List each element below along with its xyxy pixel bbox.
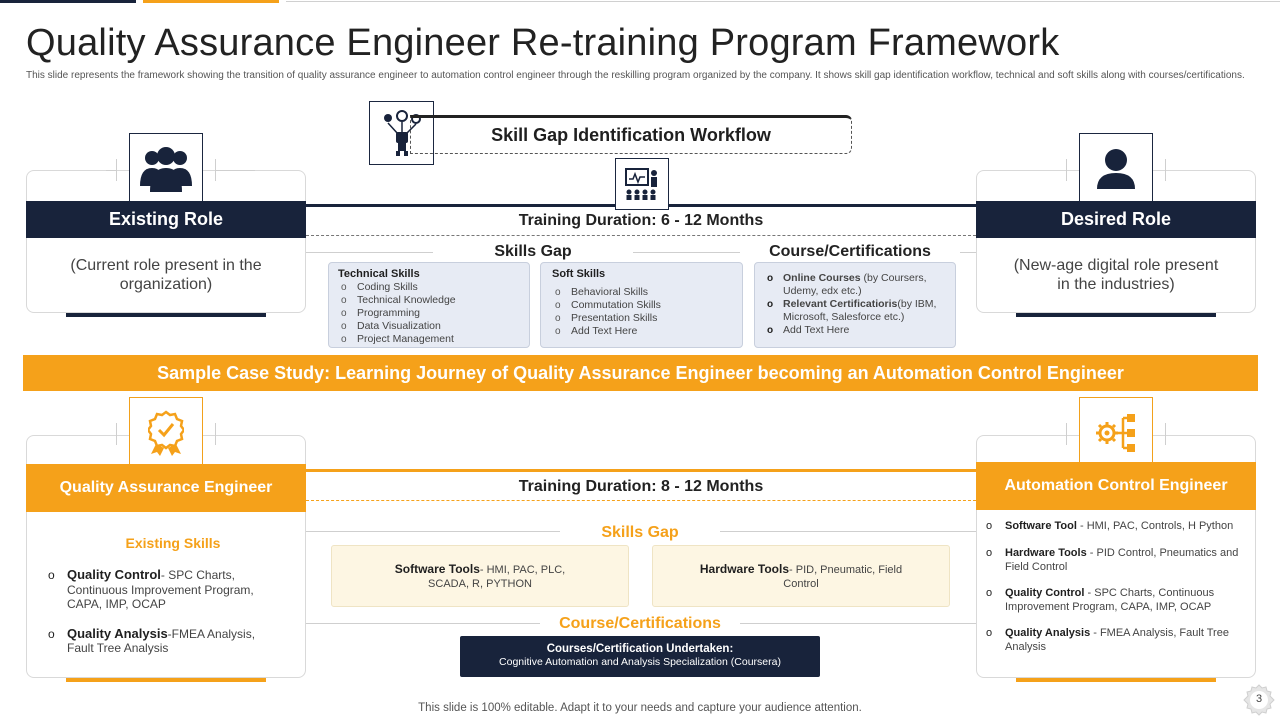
- list-item: o Presentation Skills: [552, 312, 733, 325]
- list-item: o Technical Knowledge: [338, 294, 520, 307]
- workflow-title-box: [410, 115, 852, 154]
- courses-heading-top: Course/Certifications: [740, 243, 960, 261]
- training-icon-box: [615, 158, 669, 210]
- list-item: o Behavioral Skills: [552, 286, 733, 299]
- skill-bold: Quality Control: [1005, 587, 1085, 599]
- top-accent-navy: [0, 0, 136, 3]
- qa-icon-box: [129, 397, 203, 469]
- list-item: [48, 627, 270, 656]
- desired-role-underbar: [1016, 313, 1216, 317]
- person-icon: [1094, 147, 1138, 191]
- footer-note: This slide is 100% editable. Adapt it to your needs and capture your audience attention.: [418, 702, 862, 714]
- skill-text: - FMEA Analysis, Fault Tree Analysis: [1005, 627, 1229, 653]
- skill-text: -FMEA Analysis, Fault Tree Analysis: [67, 626, 256, 655]
- cert-text: (by IBM, Microsoft, Salesforce etc.): [783, 298, 937, 323]
- software-tools-bold: Software Tools: [394, 561, 480, 576]
- workflow-dash-line: [306, 235, 976, 236]
- case-orange-line: [306, 469, 976, 472]
- training-duration-bottom: Training Duration: 8 - 12 Months: [518, 478, 764, 495]
- cert-bold: Relevant Certificatioris: [783, 298, 898, 310]
- desired-role-description: (New-age digital role present in the industries): [1013, 257, 1219, 293]
- desired-role-label: Desired Role: [1060, 209, 1172, 229]
- courses-heading-bottom: Course/Certifications: [540, 615, 740, 633]
- technical-skills-box: [328, 262, 530, 348]
- connector-tick: [116, 159, 117, 181]
- presentation-board-icon: [624, 167, 660, 201]
- skills-gap-heading-bottom: Skills Gap: [560, 524, 720, 542]
- page-title: Quality Assurance Engineer Re-training Program Framework: [26, 22, 1060, 64]
- connector-tick: [116, 423, 117, 445]
- qa-underbar: [66, 678, 266, 682]
- skill-text: - SPC Charts, Continuous Improvement Program, CAPA, IMP, OCAP: [1005, 587, 1215, 613]
- skill-bold: Software Tool: [1005, 520, 1077, 532]
- skill-bold: Quality Analysis: [1005, 627, 1091, 639]
- training-duration-top: Training Duration: 6 - 12 Months: [518, 212, 764, 229]
- page-subtitle: This slide represents the framework showing the transition of quality assurance engineer to automation control engineer through the reskilling program organized by the company. It shows skill gap identification workflow, technical and soft skills along with courses/certifications.: [26, 70, 1245, 81]
- existing-role-icon-box: [129, 133, 203, 205]
- course-undertaken-heading: Courses/Certification Undertaken:: [546, 643, 734, 655]
- list-item: [48, 568, 270, 612]
- connector-line: [215, 170, 255, 171]
- soft-skills-box: [540, 262, 743, 348]
- connector-tick: [1066, 423, 1067, 445]
- list-item: o Add Text Here: [552, 325, 733, 338]
- page-number: 3: [1255, 693, 1263, 705]
- existing-skills-heading: Existing Skills: [125, 535, 221, 551]
- hardware-tools-content: [696, 562, 906, 591]
- list-item: o Coding Skills: [338, 281, 520, 294]
- ace-skills-list: [986, 519, 1248, 654]
- connector-tick: [215, 423, 216, 445]
- list-item: o Project Management: [338, 333, 520, 346]
- top-accent-orange: [143, 0, 279, 3]
- skill-text: - PID Control, Pneumatics and Field Control: [1005, 547, 1239, 573]
- people-group-icon: [140, 146, 192, 192]
- list-item: [764, 324, 946, 337]
- course-undertaken-text: Cognitive Automation and Analysis Specialization (Coursera): [499, 656, 781, 668]
- hardware-tools-text: - PID, Pneumatic, Field Control: [783, 563, 903, 590]
- hardware-tools-bold: Hardware Tools: [699, 561, 790, 576]
- soft-skills-heading: Soft Skills: [552, 268, 606, 280]
- connector-tick: [1165, 423, 1166, 445]
- desired-role-icon-box: [1079, 133, 1153, 205]
- cert-text: Add Text Here: [783, 324, 850, 336]
- skill-text: - HMI, PAC, Controls, H Python: [1076, 520, 1234, 532]
- gear-network-icon: [1095, 412, 1137, 454]
- list-item: [764, 272, 946, 298]
- list-item: o Programming: [338, 307, 520, 320]
- certifications-box: [754, 262, 956, 348]
- list-item: o Commutation Skills: [552, 299, 733, 312]
- list-item: [986, 626, 1248, 654]
- top-accent-gray: [286, 1, 1280, 2]
- software-tools-box: [331, 545, 629, 607]
- skill-bold: Quality Control: [67, 567, 161, 582]
- technical-skills-heading: Technical Skills: [338, 268, 420, 280]
- software-tools-text: - HMI, PAC, PLC, SCADA, R, PYTHON: [428, 563, 566, 590]
- skill-bold: Quality Analysis: [67, 625, 168, 641]
- qa-engineer-label: Quality Assurance Engineer: [59, 479, 273, 496]
- workflow-title: Skill Gap Identification Workflow: [491, 125, 771, 145]
- list-item: o Data Visualization: [338, 320, 520, 333]
- connector-tick: [1165, 159, 1166, 181]
- qa-engineer-bar: [26, 464, 306, 512]
- ace-bar: [976, 462, 1256, 510]
- page-number-badge: [1243, 684, 1275, 716]
- ace-label: Automation Control Engineer: [1004, 477, 1228, 494]
- list-item: [764, 298, 946, 324]
- skill-bold: Hardware Tools: [1005, 547, 1087, 559]
- case-study-banner: [23, 355, 1258, 391]
- cert-bold: Online Courses: [783, 272, 861, 284]
- case-study-banner-text: Sample Case Study: Learning Journey of Quality Assurance Engineer becoming an Automation Control Engineer: [157, 362, 1124, 383]
- list-item: [986, 546, 1248, 574]
- list-item: [986, 519, 1248, 533]
- connector-tick: [1066, 159, 1067, 181]
- ace-underbar: [1016, 678, 1216, 682]
- ace-icon-box: [1079, 397, 1153, 469]
- case-dash-line: [306, 500, 976, 501]
- skills-gap-heading-top: Skills Gap: [433, 243, 633, 261]
- course-undertaken-box: [460, 636, 820, 677]
- software-tools-content: [390, 562, 570, 591]
- desired-role-bar: [976, 201, 1256, 238]
- list-item: [986, 586, 1248, 614]
- existing-skills-list: [48, 568, 270, 656]
- hardware-tools-box: [652, 545, 950, 607]
- existing-role-bar: [26, 201, 306, 238]
- award-ribbon-icon: [148, 410, 184, 456]
- existing-role-underbar: [66, 313, 266, 317]
- existing-role-label: Existing Role: [108, 209, 224, 229]
- cert-text: (by Coursers, Udemy, edx etc.): [783, 272, 927, 297]
- connector-line: [106, 170, 116, 171]
- existing-role-description: (Current role present in the organization): [70, 257, 262, 293]
- skill-text: - SPC Charts, Continuous Improvement Program, CAPA, IMP, OCAP: [67, 568, 254, 611]
